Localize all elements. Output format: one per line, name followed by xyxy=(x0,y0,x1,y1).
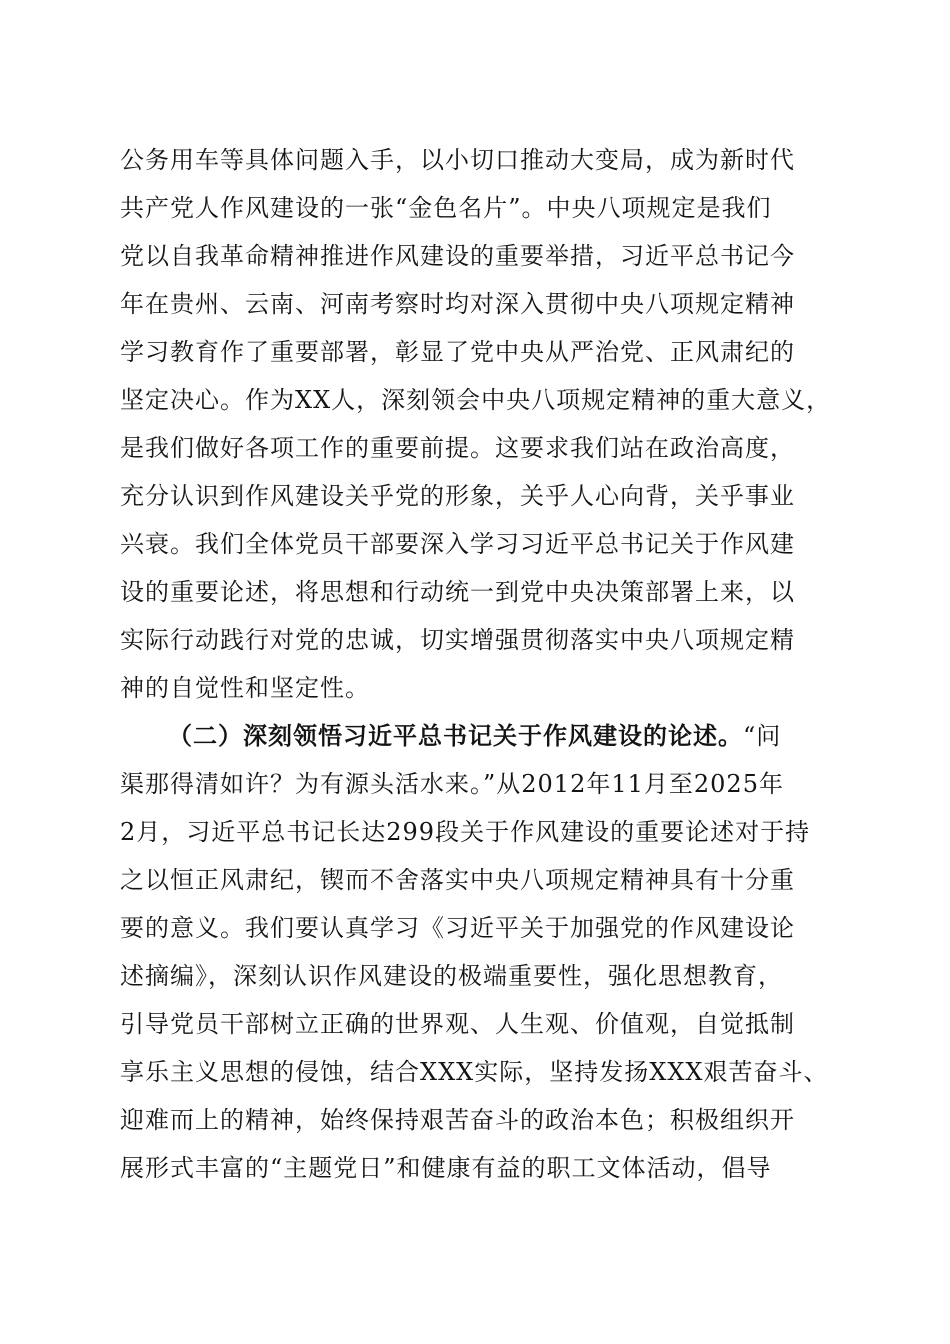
text-line: 公务用车等具体问题入手，以小切口推动大变局，成为新时代 xyxy=(120,146,795,174)
text-line: 神的自觉性和坚定性。 xyxy=(120,674,370,702)
text-line: 共产党人作风建设的一张“金色名片”。中央八项规定是我们 xyxy=(120,194,772,222)
text-line: 享乐主义思想的侵蚀，结合XXX实际，坚持发扬XXX艰苦奋斗、 xyxy=(120,1058,829,1086)
text-line: 迎难而上的精神，始终保持艰苦奋斗的政治本色；积极组织开 xyxy=(120,1106,795,1134)
text-line: 年在贵州、云南、河南考察时均对深入贯彻中央八项规定精神 xyxy=(120,290,795,318)
section-heading: （二）深刻领悟习近平总书记关于作风建设的论述。 xyxy=(168,721,743,750)
text-line: 实际行动践行对党的忠诚，切实增强贯彻落实中央八项规定精 xyxy=(120,626,795,654)
text-line: 之以恒正风肃纪，锲而不舍落实中央八项规定精神具有十分重 xyxy=(120,866,795,894)
text-line: 设的重要论述，将思想和行动统一到党中央决策部署上来，以 xyxy=(120,578,795,606)
text-line: 述摘编》，深刻认识作风建设的极端重要性，强化思想教育， xyxy=(120,962,783,990)
text-line: 引导党员干部树立正确的世界观、人生观、价值观，自觉抵制 xyxy=(120,1010,795,1038)
text-line: 展形式丰富的“主题党日”和健康有益的职工文体活动，倡导 xyxy=(120,1154,772,1182)
quote-start: “问 xyxy=(743,722,782,750)
text-line: 党以自我革命精神推进作风建设的重要举措，习近平总书记今 xyxy=(120,242,795,270)
text-line: 要的意义。我们要认真学习《习近平关于加强党的作风建设论 xyxy=(120,914,795,942)
text-line: 是我们做好各项工作的重要前提。这要求我们站在政治高度， xyxy=(120,434,795,462)
text-line: 2月，习近平总书记长达299段关于作风建设的重要论述对于持 xyxy=(120,818,811,846)
text-line: 坚定决心。作为XX人，深刻领会中央八项规定精神的重大意义， xyxy=(120,386,832,414)
text-line: 渠那得清如许？为有源头活水来。”从2012年11月至2025年 xyxy=(120,770,784,798)
text-line xyxy=(168,716,781,756)
text-line: 学习教育作了重要部署，彰显了党中央从严治党、正风肃纪的 xyxy=(120,338,795,366)
text-line: 兴衰。我们全体党员干部要深入学习习近平总书记关于作风建 xyxy=(120,530,795,558)
text-line: 充分认识到作风建设关乎党的形象，关乎人心向背，关乎事业 xyxy=(120,482,795,510)
